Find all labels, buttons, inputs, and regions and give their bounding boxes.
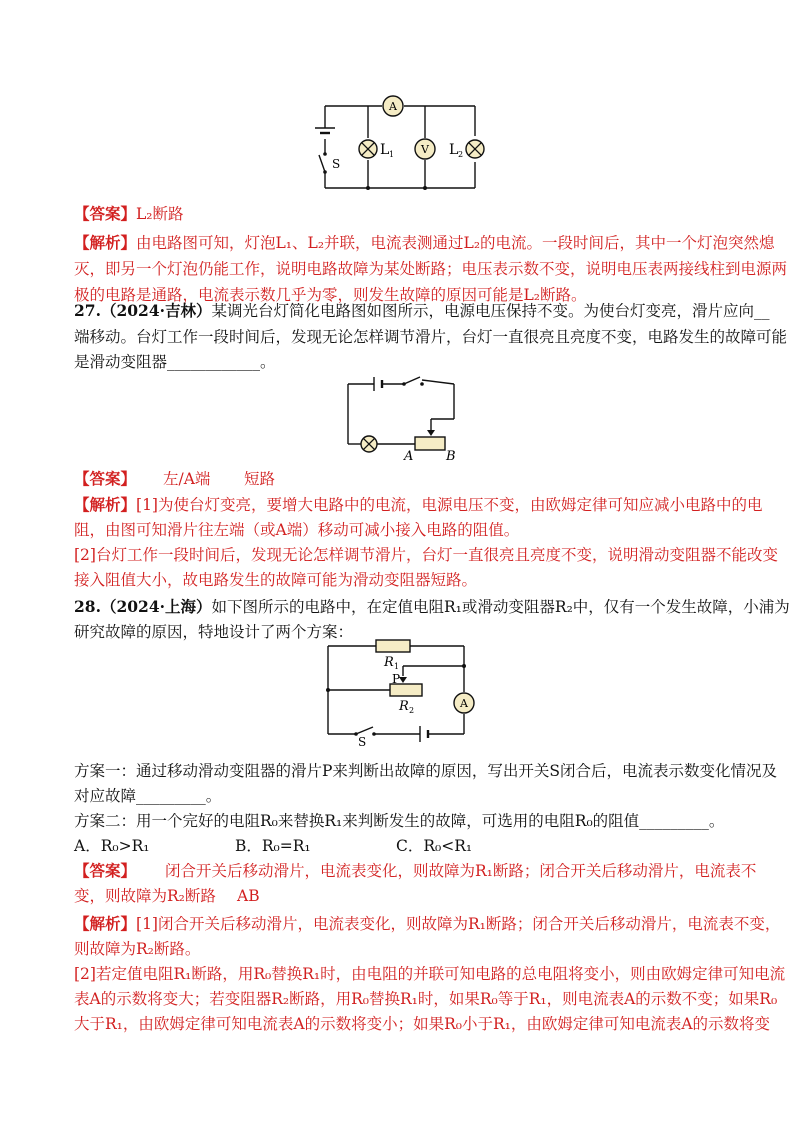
q26-analysis-line-3: 极的电路是通路，电流表示数几乎为零，则发生故障的原因可能是L₂断路。	[74, 286, 587, 304]
question-source: （2024·吉林）	[100, 301, 212, 320]
option-b: B．R₀=R₁	[235, 837, 311, 855]
q28-question-line-2: 研究故障的原因，特地设计了两个方案：	[74, 623, 354, 641]
circuit-diagram-r1-r2	[318, 636, 488, 748]
q28-analysis-line-3: [2]若定值电阻R₁断路，用R₀替换R₁时，由电阻的并联可知电路的总电阻将变小，则由欧姆定律可知电流	[74, 965, 786, 983]
analysis-text: [1]闭合开关后移动滑片，电流表变化，则故障为R₁断路；闭合开关后移动滑片，电流表不变，	[136, 915, 781, 933]
lamp-l2-label: L	[449, 142, 459, 158]
q27-question-line-3: 是滑动变阻器____________。	[74, 353, 276, 371]
q27-question-line-1	[74, 301, 770, 321]
plan1-line-1: 方案一：通过移动滑动变阻器的滑片P来判断出故障的原因，写出开关S闭合后，电流表示数变化情况及	[74, 762, 778, 780]
ammeter-label: A	[389, 100, 397, 113]
q27-analysis-line-1	[74, 495, 762, 515]
answer-1: 左/A端	[163, 470, 211, 488]
question-text: 某调光台灯简化电路图如图所示，电源电压保持不变。为使台灯变亮，滑片应向__	[211, 302, 770, 320]
lamp-l1-sub: 1	[389, 150, 395, 159]
analysis-text: 由电路图可知，灯泡L₁、L₂并联，电流表测通过L₂的电流。一段时间后，其中一个灯泡突然熄	[136, 234, 775, 252]
q27-question-line-2: 端移动。台灯工作一段时间后，发现无论怎样调节滑片，台灯一直很亮且亮度不变，电路发生的故障可能	[74, 328, 788, 346]
question-text: 如下图所示的电路中，在定值电阻R₁或滑动变阻器R₂中，仅有一个发生故障，小浦为	[211, 598, 790, 616]
slider-p-label: P	[392, 672, 401, 686]
answer-choice: AB	[237, 887, 260, 905]
r2-sub: 2	[409, 706, 415, 715]
question-number: 28.	[74, 597, 101, 616]
answer-text-cont: 变，则故障为R₂断路	[74, 887, 216, 905]
option-a: A．R₀>R₁	[74, 837, 150, 855]
circuit-diagram-parallel	[300, 92, 500, 197]
analysis-text: [1]为使台灯变亮，要增大电路中的电流，电源电压不变，由欧姆定律可知应减小电路中的电	[136, 496, 763, 514]
question-number: 27.	[74, 301, 101, 320]
answer-tag: 【答案】	[74, 469, 137, 488]
q28-analysis-line-2: 则故障为R₂断路。	[74, 940, 201, 958]
answer-text: L₂断路	[136, 205, 184, 223]
q27-answer-row	[74, 469, 276, 489]
analysis-tag: 【解析】	[74, 233, 137, 252]
analysis-tag: 【解析】	[74, 495, 137, 514]
r1-sub: 1	[394, 662, 400, 671]
plan2-line: 方案二：用一个完好的电阻R₀来替换R₁来判断发生的故障，可选用的电阻R₀的阻值_________。	[74, 812, 725, 830]
q27-analysis-line-3: [2]台灯工作一段时间后，发现无论怎样调节滑片，台灯一直很亮且亮度不变，说明滑动变阻器不能改变	[74, 546, 778, 564]
switch-label: S	[332, 157, 341, 171]
ammeter-label: A	[460, 697, 468, 710]
answer-text: 闭合开关后移动滑片，电流表变化，则故障为R₁断路；闭合开关后移动滑片，电流表不	[165, 862, 757, 880]
voltmeter-label: V	[421, 143, 429, 156]
q27-analysis-line-4: 接入阻值大小，故电路发生的故障可能为滑动变阻器短路。	[74, 571, 478, 589]
q28-analysis-line-1	[74, 914, 780, 934]
q26-analysis-line-1	[74, 233, 775, 253]
lamp-l2-sub: 2	[458, 150, 464, 159]
rheostat-end-a: A	[404, 449, 414, 464]
option-c: C．R₀<R₁	[396, 837, 473, 855]
q28-answer-line-2	[74, 886, 260, 906]
switch-label: S	[358, 735, 367, 748]
q28-question-line-1	[74, 597, 790, 617]
answer-tag: 【答案】	[74, 861, 137, 880]
r1-label: R	[384, 655, 394, 670]
answer-tag: 【答案】	[74, 204, 137, 223]
question-source: （2024·上海）	[100, 597, 212, 616]
q28-analysis-line-5: 大于R₁，由欧姆定律可知电流表A的示数将变小；如果R₀小于R₁，由欧姆定律可知电流表A的示数将变	[74, 1015, 771, 1033]
analysis-tag: 【解析】	[74, 914, 137, 933]
options-row	[74, 836, 473, 856]
plan1-line-2: 对应故障_________。	[74, 787, 222, 805]
rheostat-end-b: B	[446, 449, 456, 464]
q28-answer-line-1	[74, 861, 757, 881]
answer-2: 短路	[244, 470, 276, 488]
r2-label: R	[399, 699, 409, 714]
q26-analysis-line-2: 灭，即另一个灯泡仍能工作，说明电路故障为某处断路；电压表示数不变，说明电压表两接线柱到电源两	[74, 260, 788, 278]
lamp-l1-label: L	[380, 142, 390, 158]
q26-answer-row	[74, 204, 184, 224]
circuit-diagram-dimmer	[340, 372, 470, 464]
q27-analysis-line-2: 阻，由图可知滑片往左端（或A端）移动可减小接入电路的阻值。	[74, 521, 520, 539]
q28-analysis-line-4: 表A的示数将变大；若变阻器R₂断路，用R₀替换R₁时，如果R₀等于R₁，则电流表A的示数不变；如果R₀	[74, 990, 778, 1008]
